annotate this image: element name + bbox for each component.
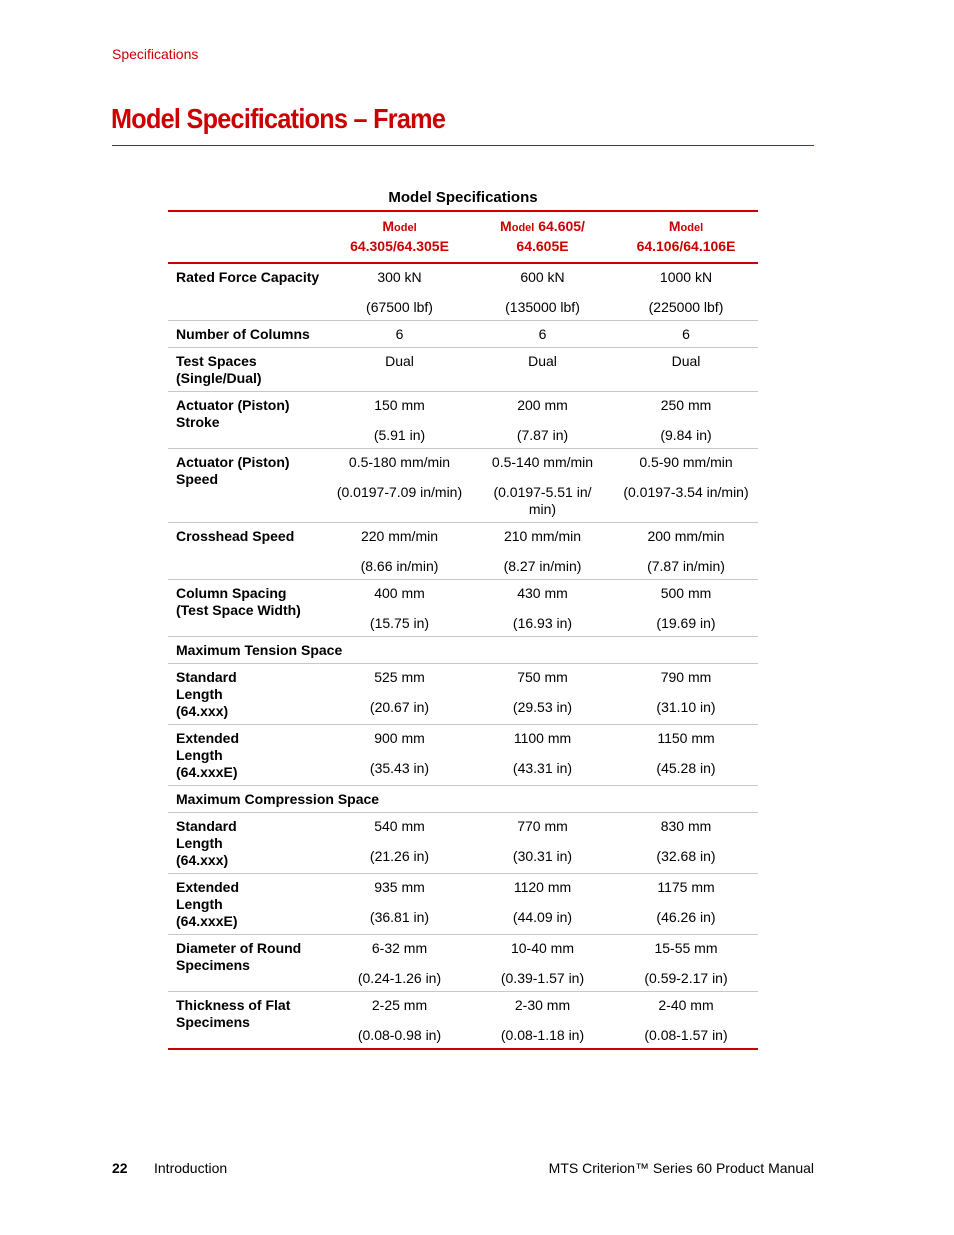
metric-value: 210 mm/min	[503, 528, 582, 544]
metric-value: 250 mm	[660, 397, 712, 413]
imperial-value: (44.09 in)	[512, 909, 573, 925]
metric-value: 2-30 mm	[514, 997, 571, 1013]
label-line: Diameter of Round	[176, 940, 302, 956]
header-empty-cell	[168, 211, 328, 263]
section-row	[168, 786, 758, 813]
imperial-value: (8.27 in/min)	[503, 558, 582, 574]
value-cell	[471, 321, 614, 348]
label-line: (Single/Dual)	[176, 370, 262, 386]
imperial-value: (29.53 in)	[512, 699, 573, 715]
label-line: Actuator (Piston)	[176, 397, 290, 413]
label-line: Length	[176, 747, 223, 763]
label-line: (64.xxx)	[176, 852, 229, 868]
page-title: Model Specifications – Frame	[111, 103, 446, 134]
metric-value: 600 kN	[520, 269, 565, 285]
metric-value: 2-25 mm	[371, 997, 428, 1013]
imperial-value: (0.08-0.98 in)	[357, 1027, 442, 1043]
breadcrumb: Specifications	[112, 46, 199, 62]
label-line: Standard	[176, 818, 237, 834]
value-cell	[328, 449, 471, 523]
metric-value: 830 mm	[660, 818, 712, 834]
row-label	[168, 263, 328, 321]
value-cell	[471, 263, 614, 321]
page-number: 22	[112, 1160, 128, 1176]
imperial-value: (45.28 in)	[656, 760, 716, 776]
sub-row-label	[168, 664, 328, 725]
metric-value: 1150 mm	[657, 730, 715, 746]
metric-value: 200 mm/min	[647, 528, 725, 544]
row-label	[168, 392, 328, 449]
imperial-value: (9.84 in)	[660, 427, 712, 443]
sub-row-label	[168, 725, 328, 786]
label-line: Rated Force Capacity	[176, 269, 320, 285]
value-cell	[614, 263, 758, 321]
label-line: Speed	[176, 471, 219, 487]
metric-value: 6	[395, 326, 404, 342]
metric-value: 500 mm	[660, 585, 712, 601]
value-cell	[328, 992, 471, 1050]
table-row	[168, 392, 758, 449]
value-cell	[328, 348, 471, 392]
metric-value: 0.5-180 mm/min	[348, 454, 451, 470]
imperial-value: (135000 lbf)	[505, 299, 580, 315]
imperial-value: (7.87 in/min)	[647, 558, 725, 574]
imperial-value: (67500 lbf)	[366, 299, 433, 315]
row-label	[168, 523, 328, 580]
label-line: (64.xxxE)	[176, 913, 238, 929]
column-header-model-1: Model 64.305/64.305E	[350, 218, 449, 254]
imperial-value: (32.68 in)	[656, 848, 716, 864]
value-cell	[328, 935, 471, 992]
metric-value: 790 mm	[660, 669, 712, 685]
value-cell	[471, 935, 614, 992]
metric-value: 1120 mm	[513, 879, 572, 895]
imperial-value: (0.39-1.57 in)	[500, 970, 585, 986]
label-line: Length	[176, 686, 223, 702]
value-cell	[471, 992, 614, 1050]
value-cell	[471, 392, 614, 449]
metric-value: Dual	[528, 353, 557, 369]
table-row	[168, 348, 758, 392]
label-line: Extended	[176, 879, 240, 895]
imperial-value: (0.59-2.17 in)	[644, 970, 728, 986]
value-cell	[614, 664, 758, 725]
metric-value: 2-40 mm	[658, 997, 714, 1013]
imperial-value: (8.66 in/min)	[360, 558, 439, 574]
value-cell	[328, 725, 471, 786]
value-cell	[614, 392, 758, 449]
imperial-value: (0.0197-3.54 in/min)	[623, 484, 749, 500]
imperial-value: (0.0197-7.09 in/min)	[336, 484, 463, 500]
column-header-model-2: Model 64.605/ 64.605E	[500, 218, 585, 254]
metric-value: 525 mm	[374, 669, 425, 685]
value-cell	[328, 813, 471, 874]
value-cell	[328, 392, 471, 449]
metric-value: 200 mm	[517, 397, 568, 413]
value-cell	[328, 664, 471, 725]
label-line: Length	[176, 896, 223, 912]
footer-manual-title: MTS Criterion™ Series 60 Product Manual	[548, 1160, 814, 1176]
metric-value: Dual	[385, 353, 414, 369]
table-row	[168, 874, 758, 935]
label-line: Extended	[176, 730, 240, 746]
column-header-model-3: Model 64.106/64.106E	[636, 218, 736, 254]
value-cell	[471, 580, 614, 637]
table-row	[168, 263, 758, 321]
value-cell	[471, 664, 614, 725]
row-label	[168, 935, 328, 992]
metric-value: 0.5-140 mm/min	[491, 454, 594, 470]
table-row	[168, 935, 758, 992]
value-cell	[328, 263, 471, 321]
value-cell	[471, 725, 614, 786]
metric-value: 935 mm	[374, 879, 425, 895]
metric-value: 900 mm	[374, 730, 425, 746]
metric-value: 540 mm	[374, 818, 425, 834]
metric-value: 300 kN	[377, 269, 422, 285]
row-label	[168, 580, 328, 637]
value-cell	[471, 813, 614, 874]
imperial-value: (35.43 in)	[369, 760, 430, 776]
table-row	[168, 523, 758, 580]
value-cell	[471, 874, 614, 935]
value-cell	[614, 935, 758, 992]
value-cell	[614, 813, 758, 874]
metric-value: 6	[538, 326, 547, 342]
imperial-value: (0.0197-5.51 in/ min)	[493, 484, 592, 517]
label-line: Thickness of Flat	[176, 997, 291, 1013]
table-row	[168, 725, 758, 786]
imperial-value: (15.75 in)	[369, 615, 430, 631]
row-label	[168, 449, 328, 523]
table-caption: Model Specifications	[388, 189, 538, 206]
title-divider	[112, 145, 814, 146]
row-label	[168, 348, 328, 392]
value-cell	[614, 523, 758, 580]
imperial-value: (19.69 in)	[656, 615, 716, 631]
imperial-value: (0.24-1.26 in)	[357, 970, 442, 986]
imperial-value: (31.10 in)	[656, 699, 716, 715]
metric-value: 1100 mm	[513, 730, 572, 746]
imperial-value: (20.67 in)	[369, 699, 430, 715]
table-row	[168, 813, 758, 874]
imperial-value: (46.26 in)	[656, 909, 716, 925]
table-body	[168, 263, 758, 1049]
label-line: Length	[176, 835, 223, 851]
value-cell	[328, 874, 471, 935]
metric-value: 0.5-90 mm/min	[639, 454, 733, 470]
footer-section-name: Introduction	[154, 1160, 228, 1176]
section-row	[168, 637, 758, 664]
metric-value: 770 mm	[517, 818, 568, 834]
metric-value: 15-55 mm	[654, 940, 718, 956]
label-line: Actuator (Piston)	[176, 454, 290, 470]
value-cell	[328, 580, 471, 637]
metric-value: 6	[682, 326, 690, 342]
label-line: Standard	[176, 669, 237, 685]
table-row	[168, 664, 758, 725]
metric-value: 430 mm	[517, 585, 568, 601]
sub-row-label	[168, 874, 328, 935]
metric-value: 6-32 mm	[371, 940, 428, 956]
row-label	[168, 992, 328, 1050]
section-heading: Maximum Compression Space	[176, 791, 380, 807]
metric-value: 10-40 mm	[510, 940, 575, 956]
value-cell	[614, 348, 758, 392]
value-cell	[614, 449, 758, 523]
label-line: Crosshead Speed	[176, 528, 295, 544]
label-line: (Test Space Width)	[176, 602, 301, 618]
value-cell	[471, 449, 614, 523]
table-row	[168, 992, 758, 1050]
label-line: Column Spacing	[176, 585, 287, 601]
imperial-value: (36.81 in)	[369, 909, 430, 925]
table-header	[168, 211, 758, 263]
imperial-value: (21.26 in)	[369, 848, 430, 864]
value-cell	[614, 580, 758, 637]
table-row	[168, 580, 758, 637]
metric-value: 220 mm/min	[360, 528, 439, 544]
metric-value: 400 mm	[374, 585, 425, 601]
value-cell	[614, 725, 758, 786]
label-line: Stroke	[176, 414, 220, 430]
value-cell	[614, 321, 758, 348]
value-cell	[328, 321, 471, 348]
value-cell	[328, 523, 471, 580]
metric-value: 150 mm	[374, 397, 425, 413]
label-line: Specimens	[176, 957, 250, 973]
imperial-value: (225000 lbf)	[648, 299, 724, 315]
specifications-table	[168, 210, 758, 1050]
row-label	[168, 321, 328, 348]
header-row	[168, 211, 758, 263]
value-cell	[614, 992, 758, 1050]
label-line: (64.xxx)	[176, 703, 229, 719]
label-line: Specimens	[176, 1014, 250, 1030]
metric-value: 1175 mm	[657, 879, 715, 895]
metric-value: Dual	[671, 353, 701, 369]
imperial-value: (0.08-1.18 in)	[500, 1027, 585, 1043]
imperial-value: (16.93 in)	[512, 615, 573, 631]
label-line: Test Spaces	[176, 353, 257, 369]
imperial-value: (5.91 in)	[373, 427, 426, 443]
table-row	[168, 449, 758, 523]
label-line: Number of Columns	[176, 326, 310, 342]
section-heading: Maximum Tension Space	[176, 642, 343, 658]
imperial-value: (7.87 in)	[516, 427, 569, 443]
table-row	[168, 321, 758, 348]
sub-row-label	[168, 813, 328, 874]
imperial-value: (43.31 in)	[512, 760, 573, 776]
value-cell	[614, 874, 758, 935]
value-cell	[471, 523, 614, 580]
value-cell	[471, 348, 614, 392]
metric-value: 750 mm	[517, 669, 568, 685]
imperial-value: (30.31 in)	[512, 848, 573, 864]
imperial-value: (0.08-1.57 in)	[644, 1027, 728, 1043]
label-line: (64.xxxE)	[176, 764, 238, 780]
metric-value: 1000 kN	[659, 269, 713, 285]
